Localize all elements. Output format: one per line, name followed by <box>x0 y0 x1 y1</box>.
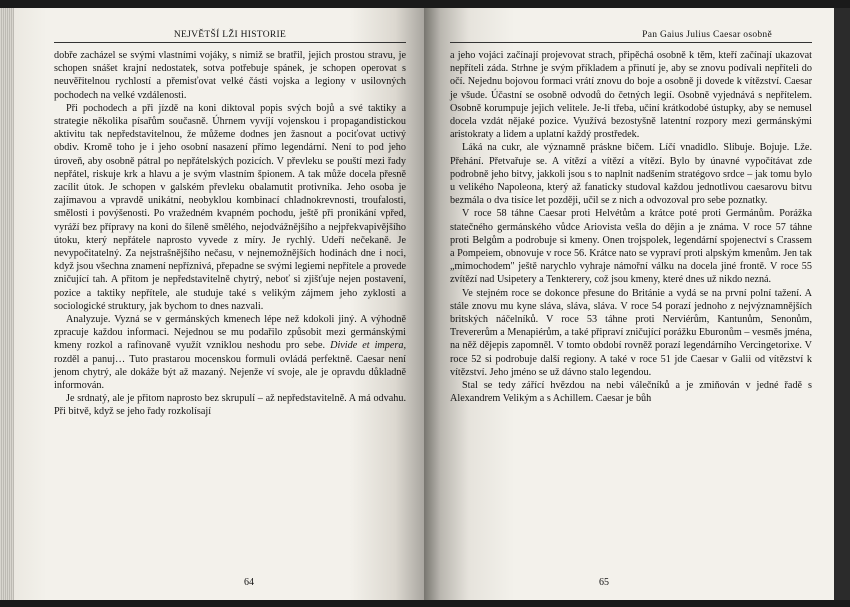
right-page-text <box>450 49 812 405</box>
left-page-text <box>54 49 406 419</box>
paragraph: Při pochodech a při jízdě na koni diktoval popis svých bojů a své taktiky a strategie několika písařům současně. Úhrnem vyvíjí vojenskou i propagandistickou aktivitu tak nepředstavitelnou, že můžeme dodnes jen žasnout a pociťovat uctivý obdiv. Kromě toho je i jeho osobní nasazení přímo legendární. Není to pod jeho úroveň, aby osobně pátral po nepřátelských pozicích. V převleku se pouští mezi řady nepřátel, riskuje krk a hlavu a je svým vlastním špionem. A tak může docela přesně zacílit útok. Je schopen v galském převleku obalamutit protivníka. Jeho osoba je zajímavou a vpravdě unikátní, neobyklou kombinací chladnokrevnosti, troufalosti, smělosti i povýšenosti. Po vražedném kvapném pochodu, ještě při pronikání vpřed, vyráží bez přípravy na koni do šíleně smělého, nejodvážnějšího a nejpřekvapivějšího útoku, který nepřátele naprosto vyvede z míry. Je rychlý. Udeří nečekaně. Je nevypočitatelný. Za nejstrašnějšího nečasu, v nejnemožnějších hodinách dne i noci, když jsou všechna znamení nepříznivá, přepadne se svými legiemi nepřítele a provede zničující tah. A přitom je nepředstavitelně chytrý, neboť si zjišťuje nejen postavení, pozice a taktiky nepřítele, ale studuje také s velikým zájmem jeho zyklosti a sociologické struktury, jak bychom to dnes nazvali. <box>54 102 406 312</box>
left-running-head: NEJVĚTŠÍ LŽI HISTORIE <box>54 30 406 43</box>
right-page-number: 65 <box>599 577 609 588</box>
paragraph: dobře zacházel se svými vlastními vojáky, s nimiž se bratřil, jejich prostou stravu, je schopen snášet krajní nedostatek, sotva potřebuje spánek, je schopen operovat s neuvěřitelnou rychlostí a přemisťovat velké části vojska a legiony v usilovných pochodech na velké vzdálenosti. <box>54 50 406 101</box>
paragraph: Ve stejném roce se dokonce přesune do Británie a vydá se na první polní tažení. A stále znovu mu kyne sláva, sláva, sláva. V roce 54 porazí jednoho z nejvýznamnějších britských náčelníků. V roce 53 táhne proti Nerviérům, Kantunům, Senonům, Trevererům a Menapiérům, a také připraví zničující porážku Eburonům – vesměs jména, na něž dějepis zapomněl. V tomto období rovněž porazí legendárního Vercingetorixe. V roce 52 si podrobuje další regiony. A také v roce 51 jde Caesar v Galii od vítězství k vítězství. Jeho jméno se už dávno stalo legendou. <box>450 287 813 378</box>
latin-phrase: Divide et impera, <box>330 340 406 352</box>
paragraph: a jeho vojáci začínají projevovat strach, připěchá osobně k těm, kteří začínají ukazovat nepříteli záda. Strhne je svým příkladem a přinutí je, aby se znovu podívali nepříteli do očí. Nejednu bojovou formaci vrátí znovu do boje a osobně ji dovede k vítězství. Caesar je všude. Účastní se osobně odvodů do četných legií. Osobně vyjednává s nepřítelem. Osobně korumpuje jejich velitele. Je-li třeba, učiní krátkodobé ústupky, aby se nemusel docela vzdát nějaké pozice. Využívá bezostyšně latentní rozpory mezi germánskými aristokraty a lidem a uplatní každý prostředek. <box>450 50 812 141</box>
background-edge <box>834 8 850 600</box>
page-edges <box>0 8 14 600</box>
left-page-number: 64 <box>244 577 254 588</box>
paragraph-text: rozděl a panuj… Tuto prastarou mocenskou formuli ovládá perfektně. Caesar není jenom chytrý, ale dokáže být až mazaný. Nejenže ví svoje, ale je opravdu důkladně informován. <box>54 353 406 392</box>
paragraph: Je srdnatý, ale je přitom naprosto bez skrupulí – až nepředstavitelně. A má odvahu. Při bitvě, když se jeho řady rozkolísají <box>54 393 406 418</box>
paragraph: Láká na cukr, ale významně práskne bičem. Líčí vnadidlo. Slibuje. Bojuje. Lže. Přehání. Přetvařuje se. A vítězí a vítězí a vítězí. Bylo by únavné vypočítávat zde podrobně jeho bitvy, jakkoli jsou s to naplnit nadšením stratégovo srdce – jak tomu bylo u velikého Napoleona, který až fanaticky studoval každou jednotlivou caesarovu bitvu bezmála o dva tisíce let později, učil se z nich a odvozoval pro sebe poznatky. <box>450 142 812 207</box>
left-page <box>14 8 424 600</box>
paragraph: V roce 58 táhne Caesar proti Helvétům a krátce poté proti Germánům. Porážka statečného germánského vůdce Ariovista vešla do dějin a je známa. V roce 57 táhne proti Belgům a podrobuje si kmeny. Onen trojspolek, legendární spojenectví s Crassem a Pompeiem, obnovuje v roce 56. Krátce nato se vypraví proti alpským kmenům. Jen tak „mimochodem" ještě narychlo vyhraje námořní válku na docela jiné frontě. V roce 55 zvítězí nad Usipetery a Tenkterery, což jsou kmeny, které dnes už nikdo nezná. <box>450 208 812 286</box>
paragraph-text: Analyzuje. Vyzná se v germánských kmenech lépe než kdokoli jiný. A výhodně zpracuje každou informaci. Nejednou se mu podařilo způsobit mezi germánskými kmeny rozkol a rafinovaně využít vzniklou neshodu pro sebe. <box>54 314 406 352</box>
right-running-head: Pan Gaius Julius Caesar osobně <box>450 30 812 43</box>
paragraph: Stal se tedy zářící hvězdou na nebi válečníků a je zmiňován v jedné řadě s Alexandrem Velikým a s Achillem. Caesar je bůh <box>450 380 812 405</box>
paragraph <box>54 313 406 392</box>
right-page <box>424 8 834 600</box>
